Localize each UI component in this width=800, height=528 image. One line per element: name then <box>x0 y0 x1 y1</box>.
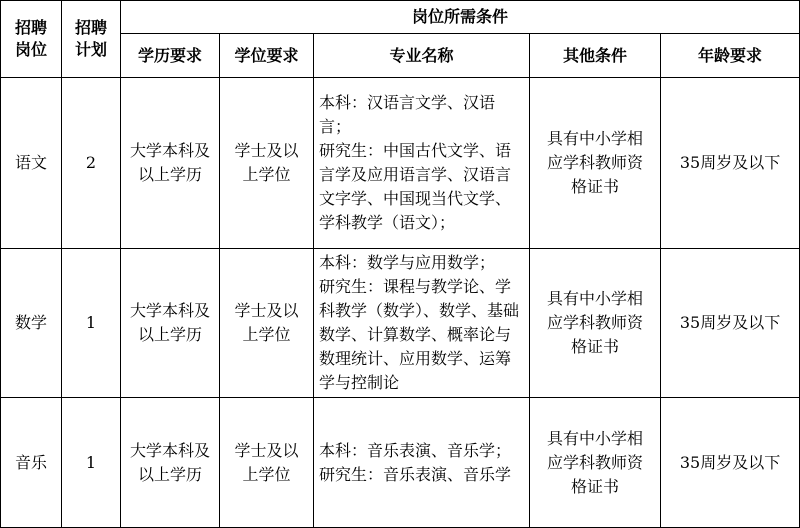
degree-cell: 学士及以 上学位 <box>220 78 314 249</box>
major-cell: 本科：数学与应用数学； 研究生：课程与教学论、学科教学（数学）、数学、基础数学、计算数学、概率论与数理统计、应用数学、运筹学与控制论 <box>314 249 530 398</box>
table-row <box>1 249 800 398</box>
age-cell: 35周岁及以下 <box>661 78 800 249</box>
post-cell: 音乐 <box>1 398 62 528</box>
post-cell: 语文 <box>1 78 62 249</box>
age-cell: 35周岁及以下 <box>661 249 800 398</box>
plan-cell: 1 <box>62 398 121 528</box>
header-age: 年龄要求 <box>661 34 800 78</box>
header-degree: 学位要求 <box>220 34 314 78</box>
major-cell: 本科：音乐表演、音乐学； 研究生：音乐表演、音乐学 <box>314 398 530 528</box>
plan-cell: 2 <box>62 78 121 249</box>
degree-cell: 学士及以 上学位 <box>220 249 314 398</box>
header-plan: 招聘 计划 <box>62 1 121 78</box>
other-cell: 具有中小学相 应学科教师资 格证书 <box>530 249 661 398</box>
other-cell: 具有中小学相 应学科教师资 格证书 <box>530 398 661 528</box>
major-cell: 本科：汉语言文学、汉语言； 研究生：中国古代文学、语言学及应用语言学、汉语言文字学、中国现当代文学、学科教学（语文）； <box>314 78 530 249</box>
header-row-top <box>1 1 800 34</box>
education-cell: 大学本科及 以上学历 <box>121 78 220 249</box>
header-major: 专业名称 <box>314 34 530 78</box>
age-cell: 35周岁及以下 <box>661 398 800 528</box>
header-education: 学历要求 <box>121 34 220 78</box>
other-cell: 具有中小学相 应学科教师资 格证书 <box>530 78 661 249</box>
post-cell: 数学 <box>1 249 62 398</box>
header-conditions: 岗位所需条件 <box>121 1 800 34</box>
header-row-sub <box>1 34 800 78</box>
degree-cell: 学士及以 上学位 <box>220 398 314 528</box>
education-cell: 大学本科及 以上学历 <box>121 398 220 528</box>
education-cell: 大学本科及 以上学历 <box>121 249 220 398</box>
header-other: 其他条件 <box>530 34 661 78</box>
table-row <box>1 78 800 249</box>
header-post: 招聘 岗位 <box>1 1 62 78</box>
plan-cell: 1 <box>62 249 121 398</box>
table-row <box>1 398 800 528</box>
